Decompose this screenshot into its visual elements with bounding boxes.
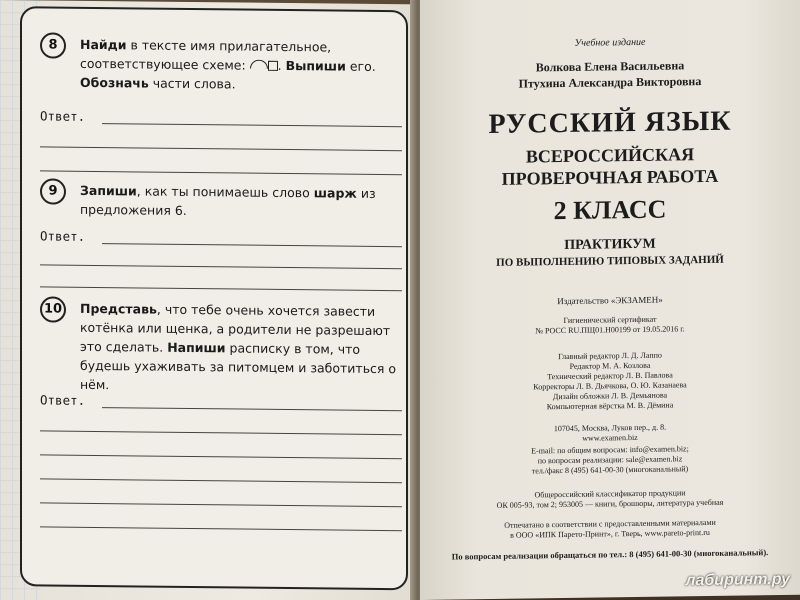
right-page (420, 0, 800, 600)
author-1: Волкова Елена Васильевна (535, 58, 685, 75)
printed-line: в ООО «ИПК Парето-Принт», г. Тверь, www.pareto-print.ru (510, 527, 710, 540)
printed-line: Отпечатано в соответствии с предоставленными материалами (504, 517, 716, 530)
series-line-1: ПРАКТИКУМ (564, 236, 656, 253)
address-line: по вопросам реализации: sale@examen.biz (537, 454, 683, 466)
ending-scheme-icon (250, 60, 268, 69)
author-2: Птухина Александра Викторовна (518, 74, 702, 91)
task-10 (40, 296, 402, 408)
task-8 (40, 32, 402, 124)
certificate-line-2: № РОСС RU.ПЩ01.Н00199 от 19.05.2016 г. (535, 324, 685, 336)
watermark-logo: лабиринт.ру (685, 570, 790, 590)
answer-line[interactable] (40, 502, 402, 507)
tasks-frame (20, 6, 408, 590)
answer-line[interactable] (102, 123, 402, 127)
answer-line[interactable] (102, 243, 402, 247)
answer-label: Ответ. (40, 392, 86, 408)
task-9 (40, 178, 402, 244)
answer-line[interactable] (40, 526, 402, 531)
task-text: Представь, что тебе очень хочется завести котёнка или щенка, а родители не разрешают это сделать. Напиши расписку в том, что будешь ухаживать за питомцем и заботиться о нём. (80, 300, 397, 393)
subtitle-line-2: ПРОВЕРОЧНАЯ РАБОТА (501, 165, 719, 189)
edition-type: Учебное издание (574, 36, 646, 49)
answer-line[interactable] (40, 478, 402, 483)
sales-contact: По вопросам реализации обращаться по тел.: 8 (495) 641-00-30 (многоканальный). (451, 547, 769, 562)
task-number: 9 (40, 178, 66, 204)
answer-line[interactable] (40, 146, 402, 151)
answer-line[interactable] (40, 286, 402, 291)
answer-label: Ответ. (40, 228, 86, 244)
address-line: тел./факс 8 (495) 641-00-30 (многоканальный) (531, 464, 689, 476)
grade: 2 КЛАСС (553, 194, 667, 226)
task-text: Запиши, как ты понимаешь слово шарж из предложения 6. (80, 182, 376, 218)
book-title: РУССКИЙ ЯЗЫК (488, 105, 732, 141)
series-line-2: ПО ВЫПОЛНЕНИЮ ТИПОВЫХ ЗАДАНИЙ (496, 253, 724, 269)
classifier-line: ОК 005-93, том 2; 953005 — книги, брошюры, литература учебная (496, 497, 724, 510)
task-number: 10 (40, 296, 66, 322)
answer-line[interactable] (102, 407, 402, 411)
task-number: 8 (40, 32, 66, 58)
answer-line[interactable] (40, 454, 402, 459)
staff-line: Корректоры Л. В. Дьячкова, О. Ю. Казанаева (533, 380, 687, 392)
staff-line: Редактор М. А. Козлова (569, 360, 651, 371)
classifier-line: Общероссийский классификатор продукции (534, 488, 686, 500)
staff-line: Дизайн обложки Л. В. Демьянова (552, 390, 668, 402)
answer-line[interactable] (40, 170, 402, 175)
address-line: E-mail: по общим вопросам: info@examen.biz; (531, 444, 689, 456)
task-text: Найди в тексте имя прилагательное, соответствующее схеме: . Выпиши его. Обозначь части слова. (80, 36, 376, 92)
address-line: 107045, Москва, Луков пер., д. 8. (553, 422, 667, 434)
answer-line[interactable] (40, 430, 402, 435)
ending-box-icon (268, 61, 278, 71)
answer-label: Ответ. (40, 108, 86, 124)
publisher: Издательство «ЭКЗАМЕН» (557, 294, 663, 307)
certificate-line-1: Гигиенический сертификат (563, 314, 657, 325)
subtitle-line-1: ВСЕРОССИЙСКАЯ (525, 144, 695, 167)
staff-line: Технический редактор Л. В. Павлова (547, 370, 673, 382)
staff-line: Компьютерная вёрстка М. В. Дёмина (546, 400, 674, 412)
staff-line: Главный редактор Л. Д. Лаппо (558, 350, 662, 362)
answer-line[interactable] (40, 264, 402, 269)
address-line: www.examen.biz (582, 432, 638, 443)
